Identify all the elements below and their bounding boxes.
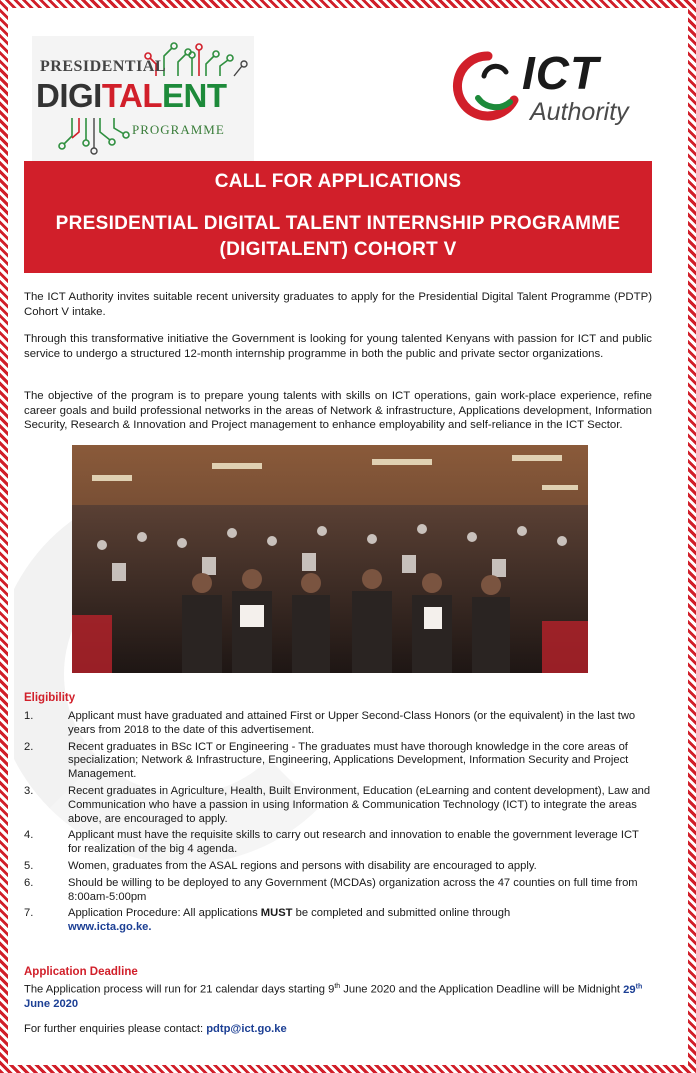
contact-line [24, 1023, 652, 1035]
banner-subtitle-line2: (DIGITALENT) COHORT V [219, 239, 457, 260]
deadline-heading: Application Deadline [24, 966, 138, 978]
deadline-text [24, 980, 652, 1011]
ict-swirl-icon [448, 42, 528, 132]
item-number: 1. [24, 710, 34, 722]
eligibility-list [24, 710, 652, 935]
intro-paragraph-2: Through this transformative initiative the Government is looking for young talented Kenyans with passion for ICT and public service to undergo a structured 12-month internship programme in both the public and private sector organizations. [24, 333, 652, 360]
title-banner [24, 161, 652, 273]
banner-title: CALL FOR APPLICATIONS [214, 171, 462, 192]
banner-subtitle-line1: PRESIDENTIAL DIGITAL TALENT INTERNSHIP PROGRAMME [55, 213, 621, 234]
logo-line-digitalent [36, 78, 227, 114]
deadline-text-a: The Application process will run for 21 calendar days starting 9 [24, 983, 335, 996]
logo-ict-text: ICT [522, 47, 600, 99]
application-link[interactable]: www.icta.go.ke. [68, 921, 152, 934]
logo-line-presidential: PRESIDENTIAL [40, 58, 167, 75]
logo-ent: ENT [162, 77, 227, 114]
deadline-sup-a: th [334, 983, 341, 990]
deadline-date-day: 29 [623, 983, 636, 996]
logo-authority-text: Authority [530, 98, 629, 126]
deadline-sup-b: th [635, 983, 643, 990]
deadline-text-b: June 2020 and the Application Deadline will be Midnight [340, 983, 624, 996]
item-number: 7. [24, 907, 34, 920]
item-text [68, 907, 652, 935]
crowd-photo-illustration [72, 445, 588, 673]
list-item [24, 785, 652, 826]
deadline-date-rest: June 2020 [24, 997, 79, 1010]
list-item [24, 741, 652, 782]
contact-label: For further enquiries please contact: [24, 1023, 204, 1035]
item-number: 4. [24, 829, 34, 842]
item-text: Recent graduates in Agriculture, Health, Built Environment, Education (eLearning and content development), Law and Communication who have a passion in using Information & Communication Technology (ICT) to integrate the areas above, are encouraged to apply. [68, 784, 651, 825]
digitalent-logo [32, 36, 254, 162]
banner-subtitle [24, 211, 652, 263]
intro-paragraph-3: The objective of the program is to prepare young talents with skills on ICT operations, gain work-place experience, refine career goals and build professional networks in the areas of Network & infrastructure, Applications development, Information Security, Research & Innovation and Project management to enhance employability and self-reliance in the ICT Sector. [24, 390, 652, 432]
list-item [24, 829, 652, 857]
item-number: 5. [24, 859, 34, 872]
item-number: 2. [24, 740, 34, 753]
item7-text-a: Application Procedure: All applications [68, 907, 261, 920]
item-number: 3. [24, 784, 34, 797]
item7-must: MUST [260, 907, 293, 920]
item-text: Applicant must have the requisite skills to carry out research and innovation to enable the government leverage ICT for realization of the big 4 agenda. [68, 829, 639, 856]
item-text: Applicant must have graduated and attained First or Upper Second-Class Honors (or the equivalent) in the last two years from 2018 to the date of this advertisement. [68, 710, 636, 736]
list-item [24, 710, 652, 738]
list-item [24, 860, 652, 874]
item-text: Should be willing to be deployed to any Government (MCDAs) organization across the 47 counties on full time from 8:00am-5:00pm [68, 876, 638, 903]
list-item [24, 877, 652, 905]
item-text: Recent graduates in BSc ICT or Engineering - The graduates must have thorough knowledge in the core areas of specialization; Network & Infrastructure, Engineering, Applications Development, Information Security and Project Management. [68, 740, 629, 781]
contact-email-link[interactable]: pdtp@ict.go.ke [206, 1023, 287, 1035]
list-item [24, 907, 652, 935]
item-number: 6. [24, 876, 34, 889]
logo-tal: TAL [101, 77, 163, 114]
logo-digi: DIGI [36, 77, 102, 114]
intro-paragraph-1: The ICT Authority invites suitable recent university graduates to apply for the Presidential Digital Talent Programme (PDTP) Cohort V intake. [24, 291, 652, 318]
eligibility-heading: Eligibility [24, 692, 76, 704]
item7-text-b: be completed and submitted online through [292, 907, 511, 920]
group-photo [72, 445, 588, 673]
ict-authority-logo [448, 42, 638, 142]
item-text: Women, graduates from the ASAL regions and persons with disability are encouraged to apply. [68, 859, 537, 872]
logo-line-programme: PROGRAMME [132, 122, 225, 137]
